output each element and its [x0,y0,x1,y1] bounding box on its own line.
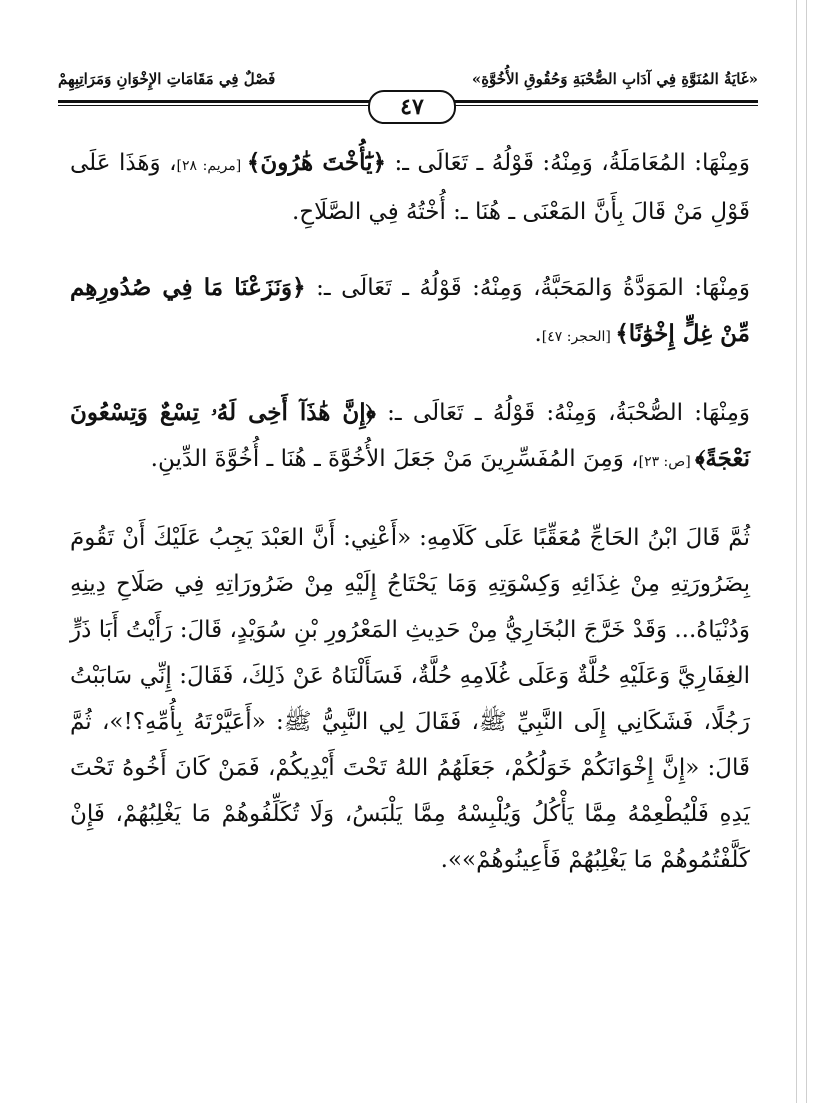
paragraph-3 [70,390,750,485]
page-edge-line [806,0,807,1103]
chapter-title: فَصْلٌ فِي مَقَامَاتِ الإِخْوَانِ وَمَرَاتِبِهِمْ [58,70,276,88]
verse-citation: [مريم: ٢٨] [176,158,247,174]
paragraph-text: . [534,321,542,347]
verse-citation: [الحجر: ٤٧] [541,329,616,345]
quran-verse: ﴿وَنَزَعْنَا مَا فِي صُدُورِهِم مِّنْ غِلٍّ إِخْوَٰنًا﴾ [70,274,750,347]
paragraph-text: وَمِنْهَا: المُعَامَلَةُ، وَمِنْهُ: قَوْلُهُ ـ تَعَالَى ـ: [386,150,750,176]
page-body [70,140,750,883]
paragraph-4 [70,515,750,883]
paragraph-text: ثُمَّ قَالَ ابْنُ الحَاجِّ مُعَقِّبًا عَلَى كَلَامِهِ: «أَعْنِي: أَنَّ العَبْدَ يَجِبُ عَلَيْكَ أَنْ تَقُومَ بِضَرُورَتِهِ مِنْ غِذَائِهِ وَكِسْوَتِهِ وَمَا يَحْتَاجُ إِلَيْهِ مِنْ ضَرُورَاتِهِ فِي صَلَاحِ دِينِهِ وَدُنْيَاهُ... وَقَدْ خَرَّجَ البُخَارِيُّ مِنْ حَدِيثِ المَعْرُورِ بْنِ سُوَيْدٍ، قَالَ: رَأَيْتُ أَبَا ذَرٍّ الغِفَارِيَّ وَعَلَيْهِ حُلَّةٌ وَعَلَى غُلَامِهِ حُلَّةٌ، فَسَأَلْنَاهُ عَنْ ذَلِكَ، فَقَالَ: إِنِّي سَابَبْتُ رَجُلًا، فَشَكَانِي إِلَى النَّبِيِّ ﷺ، فَقَالَ لِي النَّبِيُّ ﷺ: «أَعَيَّرْتَهُ بِأُمِّهِ؟!»، ثُمَّ قَالَ: «إِنَّ إِخْوَانَكُمْ خَوَلُكُمْ، جَعَلَهُمُ اللهُ تَحْتَ أَيْدِيكُمْ، فَمَنْ كَانَ أَخُوهُ تَحْتَ يَدِهِ فَلْيُطْعِمْهُ مِمَّا يَأْكُلُ وَيُلْبِسْهُ مِمَّا يَلْبَسُ، وَلَا تُكَلِّفُوهُمْ مَا يَغْلِبُهُمْ، فَإِنْ كَلَّفْتُمُوهُمْ مَا يَغْلِبُهُمْ فَأَعِينُوهُمْ»». [70,525,750,873]
paragraph-text: وَمِنْهَا: الصُّحْبَةُ، وَمِنْهُ: قَوْلُهُ ـ تَعَالَى ـ: [375,400,750,426]
book-title: «غَايَةُ المُنَوَّةِ فِي آدَابِ الصُّحْبَةِ وَحُقُوقِ الأُخُوَّةِ» [471,70,758,88]
paragraph-2 [70,265,750,360]
running-header [58,70,758,120]
paragraph-text: وَمِنْهَا: المَوَدَّةُ وَالمَحَبَّةُ، وَمِنْهُ: قَوْلُهُ ـ تَعَالَى ـ: [305,275,751,301]
paragraph-text: ، وَمِنَ المُفَسِّرِينَ مَنْ جَعَلَ الأُخُوَّةَ ـ هُنَا ـ أُخُوَّةَ الدِّينِ. [150,446,639,472]
quran-verse: ﴿إِنَّ هَٰذَآ أَخِى لَهُۥ تِسْعٌ وَتِسْعُونَ نَعْجَةً﴾ [70,399,750,472]
paragraph-1 [70,140,750,235]
page-edge-line [796,0,797,1103]
verse-citation: [ص: ٢٣] [638,454,696,470]
page-number: ٤٧ [368,90,456,124]
quran-verse: ﴿يَٰٓأُخْتَ هَٰرُونَ﴾ [246,149,387,176]
paragraph-text: ، وَهَذَا عَلَى قَوْلِ مَنْ قَالَ بِأَنَّ المَعْنَى ـ هُنَا ـ: أُخْتُهُ فِي الصَّلَاحِ. [70,150,750,225]
